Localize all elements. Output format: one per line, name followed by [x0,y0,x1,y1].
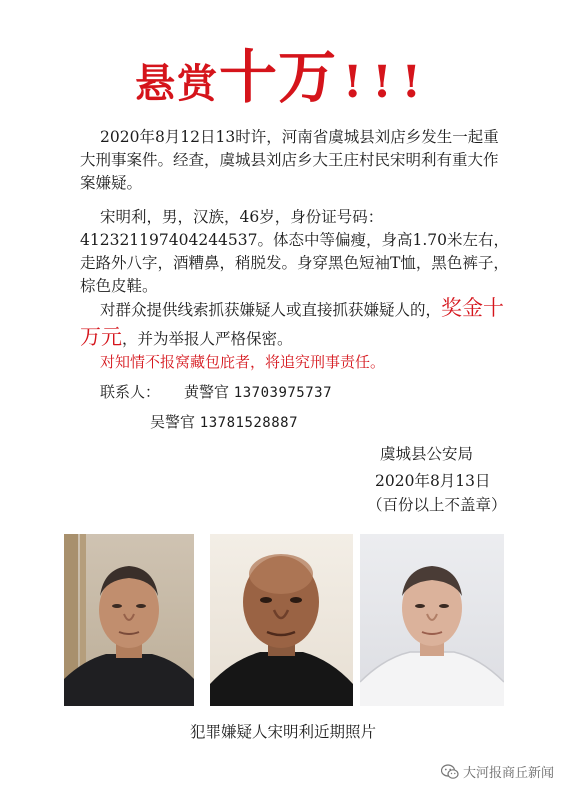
watermark-text: 大河报商丘新闻 [462,766,554,781]
issuing-authority: 虞城县公安局 [380,445,474,463]
reward-confidential: ，并为举报人严格保密。 [122,330,293,348]
reward-text: 对群众提供线索抓获嫌疑人或直接抓获嫌疑人的， [100,301,442,319]
title-part-reward: 悬赏 [135,60,220,107]
contact-phone: 13703975737 [233,385,333,401]
suspect-photo-3 [360,534,504,706]
stamp-note: （百份以上不盖章） [367,496,507,514]
contact-name: 黄警官 [184,383,230,401]
reward-paragraph [80,295,510,353]
title-part-exclaim: !!! [343,57,431,108]
wechat-icon [441,764,459,780]
case-description: 2020年8月12日13时许，河南省虞城县刘店乡发生一起重大刑事案件。经查，虞城县刘店乡大王庄村民宋明利有重大作案嫌疑。 [80,128,499,192]
suspect-description: 宋明利，男，汉族，46岁，身份证号码：412321197404244537。体态中等偏瘦，身高1.70米左右，走路外八字，酒糟鼻，稍脱发。身穿黑色短袖T恤，黑色裤子，棕色皮鞋。 [80,208,510,295]
contact-label: 联系人： [100,383,161,401]
source-watermark [441,762,554,781]
contact-name: 吴警官 [150,413,196,431]
contact-row-2 [150,411,298,432]
photo-caption: 犯罪嫌疑人宋明利近期照片 [189,723,376,741]
notice-title [0,43,566,111]
title-part-amount: 十万 [219,43,338,111]
reward-amount: 奖金十万元 [80,296,505,349]
contact-row-1 [100,381,332,402]
contact-phone: 13781528887 [199,415,299,431]
suspect-photo-1 [64,534,194,706]
issue-date: 2020年8月13日 [375,472,491,490]
suspect-photo-2 [210,534,353,706]
warning-text: 对知情不报窝藏包庇者，将追究刑事责任。 [100,353,386,371]
